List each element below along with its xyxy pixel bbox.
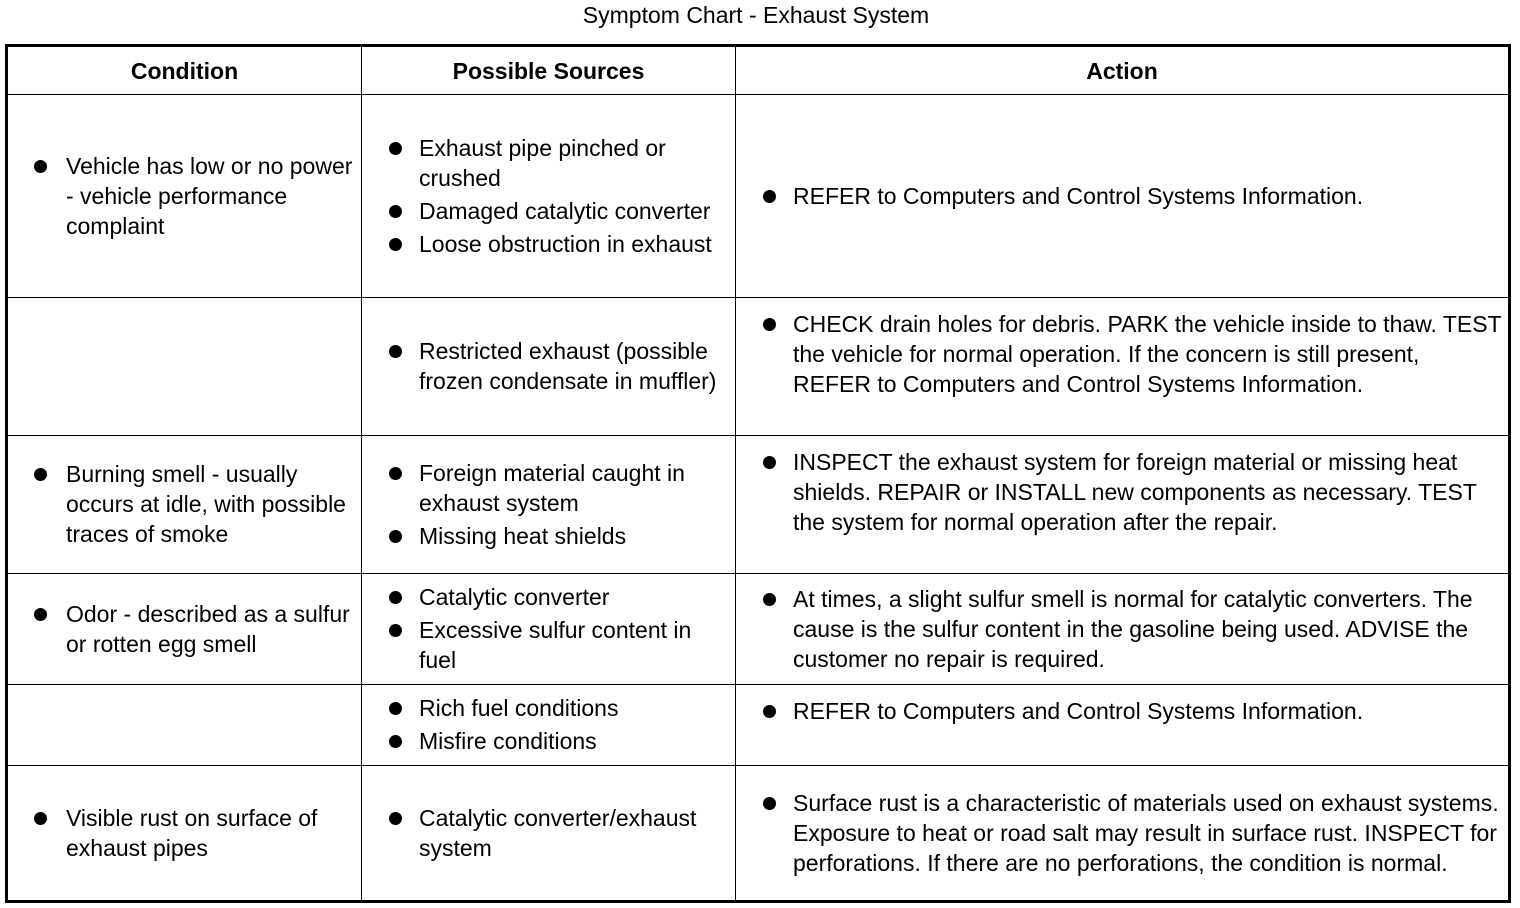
action-item: REFER to Computers and Control Systems Information. xyxy=(736,696,1508,726)
condition-cell xyxy=(7,95,362,298)
action-item: Surface rust is a characteristic of materials used on exhaust systems. Exposure to heat or road salt may result in surface rust. INSPECT for perforations. If there are no perforations, the condition is normal. xyxy=(736,788,1508,878)
table-row xyxy=(7,436,1510,574)
table-row xyxy=(7,685,1510,766)
table-row xyxy=(7,298,1510,436)
condition-item: Vehicle has low or no power - vehicle performance complaint xyxy=(8,151,361,241)
sources-cell xyxy=(362,298,736,436)
source-item: Exhaust pipe pinched or crushed xyxy=(362,133,735,193)
condition-cell xyxy=(7,436,362,574)
action-item: CHECK drain holes for debris. PARK the vehicle inside to thaw. TEST the vehicle for normal operation. If the concern is still present, REFER to Computers and Control Systems Information. xyxy=(736,309,1508,399)
symptom-table xyxy=(5,44,1511,903)
action-cell xyxy=(736,685,1510,766)
source-item: Damaged catalytic converter xyxy=(362,196,735,226)
table-row xyxy=(7,574,1510,685)
action-cell xyxy=(736,766,1510,902)
action-cell xyxy=(736,95,1510,298)
source-item: Catalytic converter/exhaust system xyxy=(362,803,735,863)
source-item: Missing heat shields xyxy=(362,521,735,551)
source-item: Foreign material caught in exhaust system xyxy=(362,458,735,518)
action-item: REFER to Computers and Control Systems Information. xyxy=(736,181,1508,211)
condition-cell xyxy=(7,766,362,902)
action-item: At times, a slight sulfur smell is normal for catalytic converters. The cause is the sulfur content in the gasoline being used. ADVISE the customer no repair is required. xyxy=(736,584,1508,674)
table-row xyxy=(7,766,1510,902)
source-item: Restricted exhaust (possible frozen condensate in muffler) xyxy=(362,336,735,396)
action-cell xyxy=(736,436,1510,574)
condition-item: Odor - described as a sulfur or rotten egg smell xyxy=(8,599,361,659)
condition-cell xyxy=(7,685,362,766)
condition-cell xyxy=(7,574,362,685)
source-item: Excessive sulfur content in fuel xyxy=(362,615,735,675)
source-item: Misfire conditions xyxy=(362,726,735,756)
action-item: INSPECT the exhaust system for foreign material or missing heat shields. REPAIR or INSTALL new components as necessary. TEST the system for normal operation after the repair. xyxy=(736,447,1508,537)
sources-cell xyxy=(362,436,736,574)
condition-item: Visible rust on surface of exhaust pipes xyxy=(8,803,361,863)
condition-cell xyxy=(7,298,362,436)
source-item: Catalytic converter xyxy=(362,582,735,612)
header-action: Action xyxy=(736,46,1510,95)
action-cell xyxy=(736,298,1510,436)
sources-cell xyxy=(362,574,736,685)
action-cell xyxy=(736,574,1510,685)
source-item: Rich fuel conditions xyxy=(362,693,735,723)
source-item: Loose obstruction in exhaust xyxy=(362,229,735,259)
header-condition: Condition xyxy=(7,46,362,95)
sources-cell xyxy=(362,685,736,766)
sources-cell xyxy=(362,95,736,298)
header-possible-sources: Possible Sources xyxy=(362,46,736,95)
condition-item: Burning smell - usually occurs at idle, with possible traces of smoke xyxy=(8,459,361,549)
sources-cell xyxy=(362,766,736,902)
header-row xyxy=(7,46,1510,95)
table-row xyxy=(7,95,1510,298)
chart-title: Symptom Chart - Exhaust System xyxy=(582,2,930,28)
